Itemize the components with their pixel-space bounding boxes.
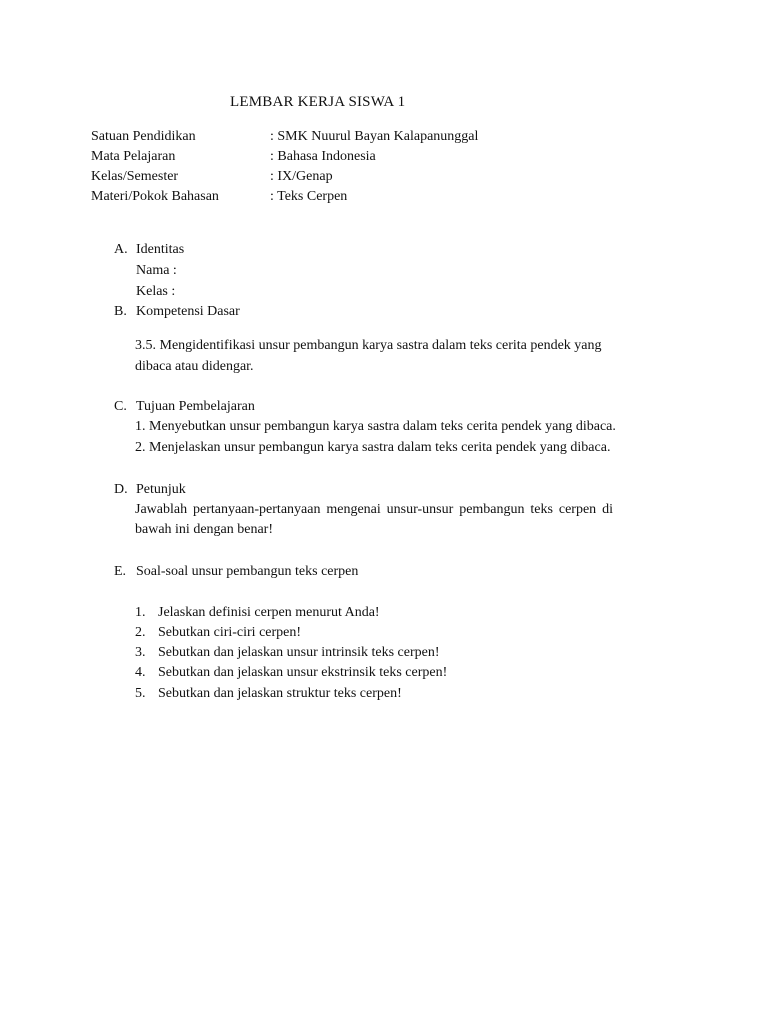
section-c-heading: Tujuan Pembelajaran: [136, 399, 255, 414]
section-a-letter: A.: [114, 242, 128, 257]
meta-label: Mata Pelajaran: [91, 149, 176, 164]
section-e-heading: Soal-soal unsur pembangun teks cerpen: [136, 564, 359, 579]
question-text: Sebutkan dan jelaskan unsur ekstrinsik teks cerpen!: [158, 665, 448, 680]
section-b-letter: B.: [114, 304, 127, 319]
meta-label: Kelas/Semester: [91, 169, 179, 184]
meta-value: : IX/Genap: [270, 169, 333, 184]
competency-line-2: dibaca atau didengar.: [135, 359, 254, 374]
competency-line-1: 3.5. Mengidentifikasi unsur pembangun karya sastra dalam teks cerita pendek yang: [135, 338, 602, 353]
section-a-heading: Identitas: [136, 242, 185, 257]
section-e-letter: E.: [114, 564, 127, 579]
question-text: Sebutkan dan jelaskan unsur intrinsik teks cerpen!: [158, 645, 440, 660]
instruction-line-1: Jawablah pertanyaan-pertanyaan mengenai unsur-unsur pembangun teks cerpen di: [135, 502, 613, 517]
question-number: 4.: [135, 665, 146, 680]
meta-label: Satuan Pendidikan: [91, 129, 196, 144]
question-text: Sebutkan ciri-ciri cerpen!: [158, 625, 302, 640]
question-number: 2.: [135, 625, 146, 640]
instruction-line-2: bawah ini dengan benar!: [135, 522, 273, 537]
question-text: Sebutkan dan jelaskan struktur teks cerpen!: [158, 686, 402, 701]
identity-name-field: Nama :: [136, 263, 177, 278]
objective-item: 1. Menyebutkan unsur pembangun karya sastra dalam teks cerita pendek yang dibaca.: [135, 419, 616, 434]
meta-value: : Bahasa Indonesia: [270, 149, 376, 164]
identity-class-field: Kelas :: [136, 284, 176, 299]
section-d-letter: D.: [114, 482, 128, 497]
section-c-letter: C.: [114, 399, 127, 414]
section-b-heading: Kompetensi Dasar: [136, 304, 240, 319]
meta-value: : SMK Nuurul Bayan Kalapanunggal: [270, 129, 479, 144]
section-d-heading: Petunjuk: [136, 482, 186, 497]
meta-value: : Teks Cerpen: [270, 189, 348, 204]
question-text: Jelaskan definisi cerpen menurut Anda!: [158, 605, 380, 620]
page-title: LEMBAR KERJA SISWA 1: [230, 94, 406, 110]
question-number: 1.: [135, 605, 146, 620]
objective-item: 2. Menjelaskan unsur pembangun karya sastra dalam teks cerita pendek yang dibaca.: [135, 440, 611, 455]
question-number: 3.: [135, 645, 146, 660]
question-number: 5.: [135, 686, 146, 701]
meta-label: Materi/Pokok Bahasan: [91, 189, 219, 204]
